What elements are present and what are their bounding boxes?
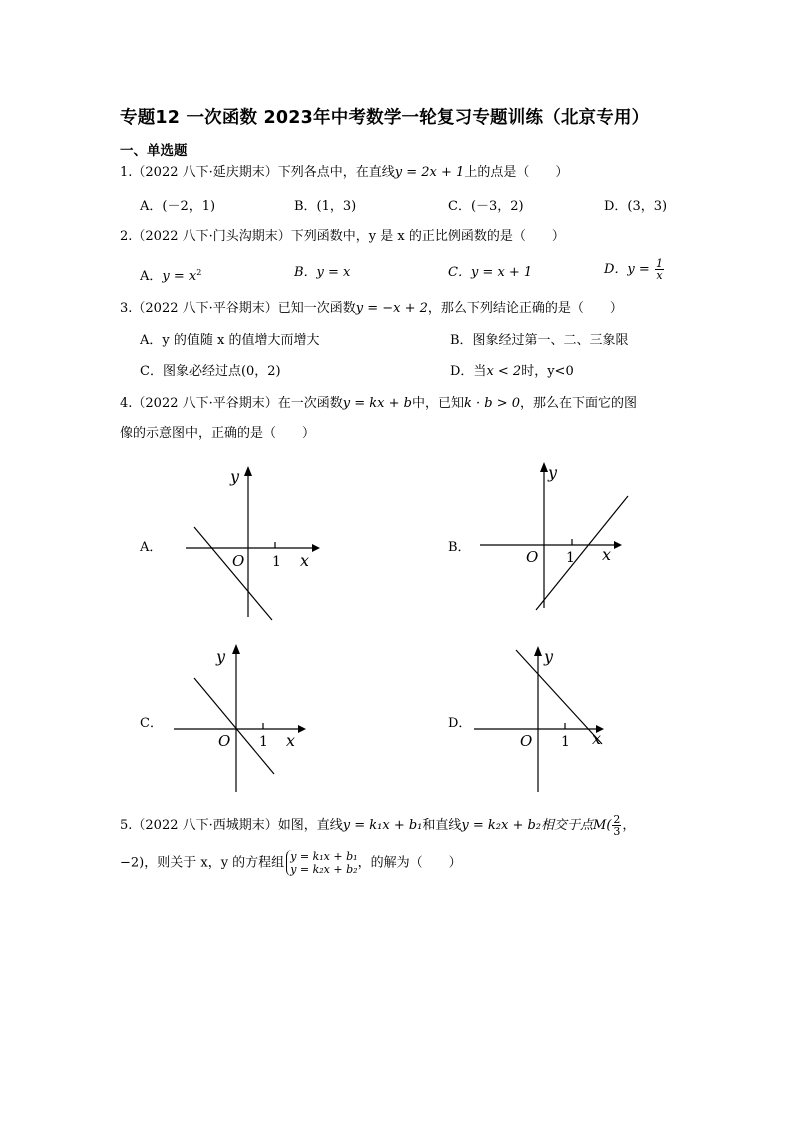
q3-option-c: C．图象必经过点(0，2) [140,364,281,379]
y-axis-label: y [216,647,226,666]
y-axis-arrow [232,644,240,654]
q4-equation: y = kx + b [342,396,412,411]
q5-line2-end: ，的解为（ ） [357,855,462,871]
fraction-numerator: 1 [655,257,663,270]
q5-equation-2: y = k₂x + b₂ [461,818,542,833]
q2-option-d-label: D．y = [604,262,654,277]
q4-condition: k · b > 0 [463,396,521,411]
x-axis-arrow [312,544,320,552]
q5-equation-system [286,850,357,876]
x-axis-arrow [614,541,622,549]
q4-mid: 中，已知 [411,396,464,411]
q5-mid: 和直线 [422,818,462,833]
q1-equation: y = 2x + 1 [394,165,465,180]
fraction-numerator: 2 [613,813,621,826]
q1-option-b: B．(1，3) [294,199,357,214]
q1-option-a: A．(－2，1) [140,199,216,214]
y-axis-label: y [548,463,558,482]
q2-option-d [604,258,665,281]
q2-option-d-fraction [655,258,664,281]
x-axis-label: x [300,551,310,570]
unit-label: 1 [561,734,570,750]
graph-c [170,638,320,798]
q5-line2-start: −2)，则关于 x，y 的方程组 [120,855,285,871]
q5-suffix: 相交于点M( [541,818,612,833]
y-axis-arrow [534,646,542,656]
x-axis-arrow [298,725,306,733]
graph-c-label: C． [140,716,163,731]
y-axis-label: y [230,467,240,486]
graph-d [470,640,620,800]
system-eq-2: y = k₂x + b₂ [290,863,358,876]
q1-option-d: D．(3，3) [604,199,668,214]
y-axis-arrow [540,462,548,472]
origin-label: O [232,552,245,570]
section-heading: 一、单选题 [120,143,188,159]
q1-suffix: 上的点是（ ） [464,165,569,180]
question-4 [120,395,637,413]
q2-option-a-label: A． [140,269,163,284]
q4-suffix: ，那么在下面它的图 [520,396,638,411]
y-axis-arrow [244,466,252,476]
origin-label: O [520,732,533,750]
system-eq-1: y = k₁x + b₁ [290,850,358,863]
q3-option-b: B．图象经过第一、二、三象限 [450,333,629,348]
graph-d-label: D． [448,716,472,731]
q3-option-d [450,363,574,381]
q1-prefix: 1.（2022 八下·延庆期末）下列各点中，在直线 [120,165,395,180]
question-1 [120,164,568,182]
question-3 [120,300,623,318]
q5-fraction [612,814,621,837]
q3-option-d-prefix: D．当 [450,364,487,379]
fraction-denominator: 3 [613,825,621,838]
x-axis-label: x [602,545,612,564]
origin-label: O [526,548,539,566]
q2-option-c: C．y = x + 1 [448,265,533,280]
q2-option-a-eq: y = x [162,269,197,284]
question-2: 2.（2022 八下·门头沟期末）下列函数中，y 是 x 的正比例函数的是（ ） [120,229,565,244]
x-axis-label: x [286,731,296,750]
fraction-denominator: x [656,269,663,282]
q5-comma: ， [622,818,636,833]
q2-option-a: A．$y = x^2$ [140,268,202,284]
q3-option-d-eq: x < 2 [486,364,522,379]
q3-option-d-suffix: 时，y<0 [521,364,574,379]
function-line [516,650,602,744]
q1-option-c: C．(－3，2) [448,199,524,214]
q4-prefix: 4.（2022 八下·平谷期末）在一次函数 [120,396,343,411]
question-5-line-2 [120,850,462,876]
q2-option-b: B．y = x [294,265,351,280]
function-line [194,678,274,774]
page-title: 专题12 一次函数 2023年中考数学一轮复习专题训练（北京专用） [120,108,650,128]
unit-label: 1 [566,550,575,566]
q3-option-a: A．y 的值随 x 的值增大而增大 [140,333,320,348]
question-5 [120,814,635,837]
graph-b-label: B． [448,540,471,555]
q3-prefix: 3.（2022 八下·平谷期末）已知一次函数 [120,301,356,316]
graph-a [178,462,328,627]
unit-label: 1 [272,554,281,570]
q5-prefix: 5.（2022 八下·西城期末）如图，直线 [120,818,343,833]
graph-b [476,458,636,618]
y-axis-label: y [544,647,554,666]
q3-suffix: ，那么下列结论正确的是（ ） [427,301,623,316]
function-line [194,527,272,620]
origin-label: O [218,732,231,750]
x-axis-label: x [592,729,602,748]
unit-label: 1 [259,734,268,750]
function-line [536,496,628,610]
graph-a-label: A． [140,540,163,555]
q5-equation-1: y = k₁x + b₁ [342,818,423,833]
question-4-line-2: 像的示意图中，正确的是（ ） [120,426,316,441]
q3-equation: y = −x + 2 [355,301,428,316]
